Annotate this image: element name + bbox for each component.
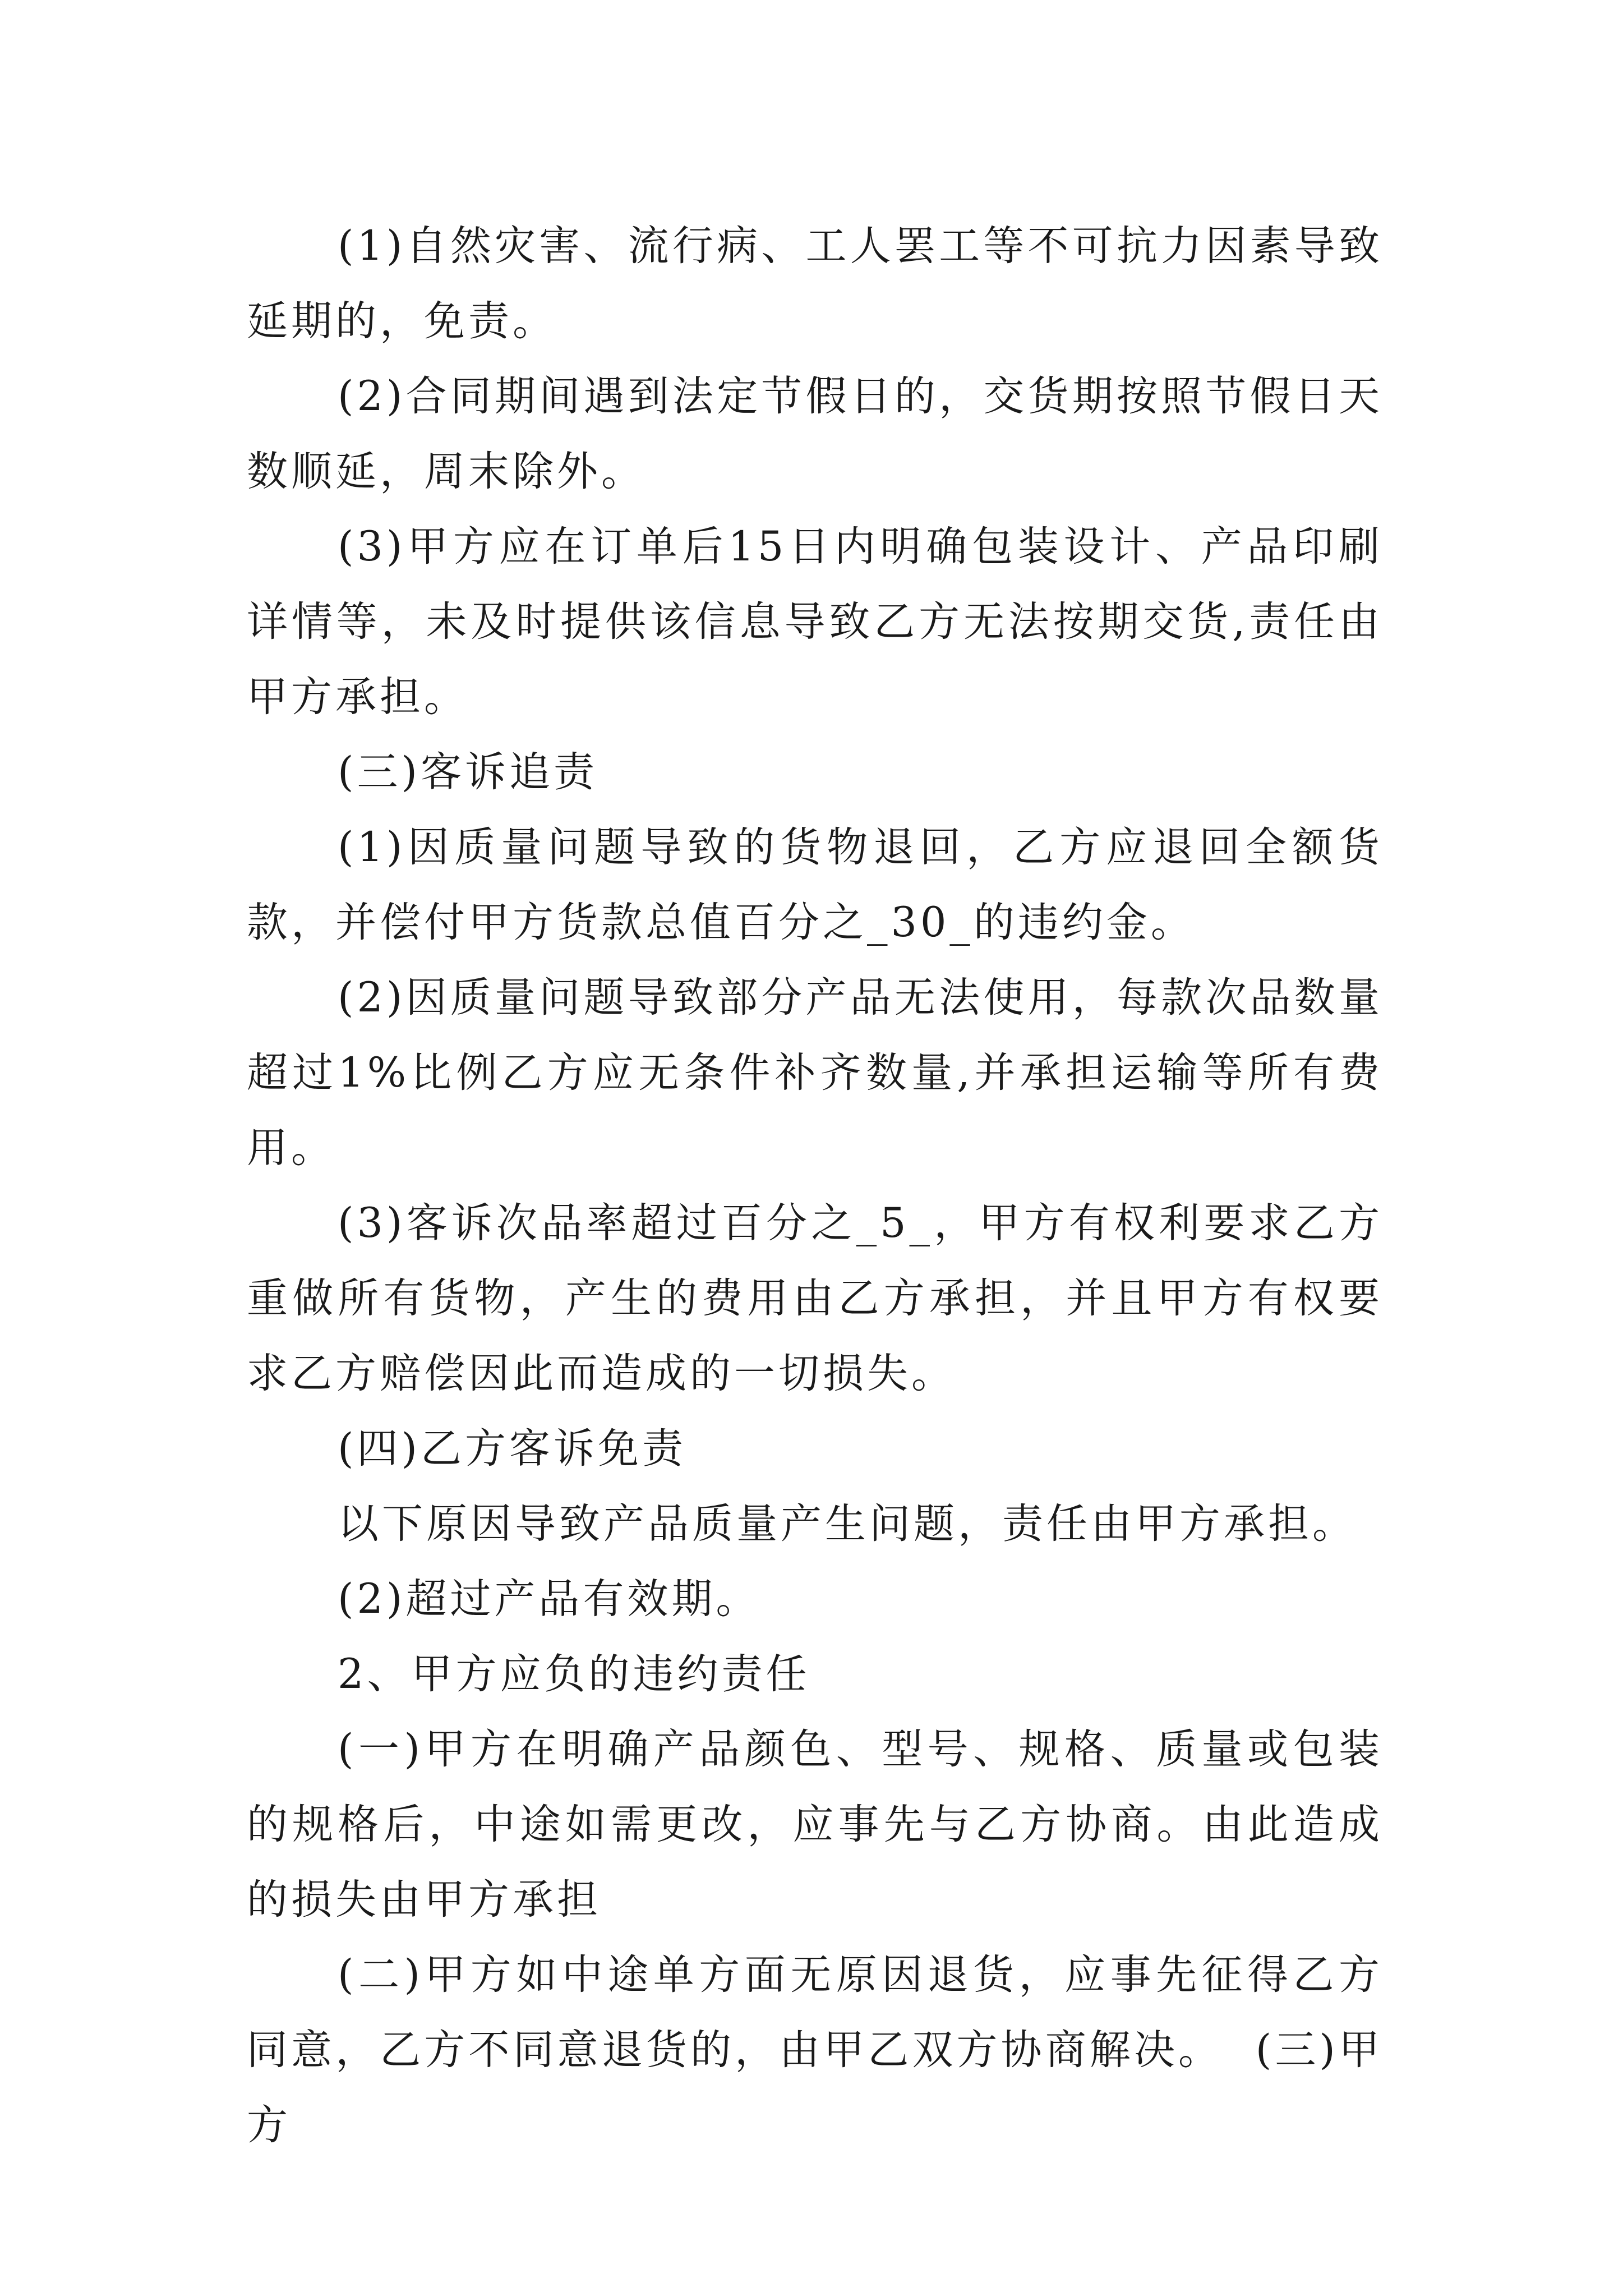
- section-heading-exemption: (四)乙方客诉免责: [338, 1425, 686, 1473]
- paragraph-goods-returned: (1)因质量问题导致的货物退回，乙方应退回全额货款，并偿付甲方货款总值百分之_30_的违约金。: [247, 823, 1383, 946]
- paragraph-force-majeure: (1)自然灾害、流行病、工人罢工等不可抗力因素导致延期的，免责。: [247, 222, 1383, 345]
- paragraph-exemption-intro: 以下原因导致产品质量产生问题，责任由甲方承担。: [338, 1500, 1357, 1548]
- document-body: [247, 209, 1383, 2163]
- paragraph-defect-rate-redo: (3)客诉次品率超过百分之_5_，甲方有权利要求乙方重做所有货物，产生的费用由乙方承担，并且甲方有权要求乙方赔偿因此而造成的一切损失。: [247, 1199, 1383, 1397]
- section-heading-party-a-liability: 2、甲方应负的违约责任: [338, 1650, 810, 1698]
- section-heading-complaint-liability: (三)客诉追责: [338, 748, 598, 796]
- paragraph-holiday-extension: (2)合同期间遇到法定节假日的，交货期按照节假日天数顺延，周末除外。: [247, 372, 1383, 495]
- paragraph-defect-replacement: (2)因质量问题导致部分产品无法使用，每款次品数量超过1%比例乙方应无条件补齐数量,并承担运输等所有费用。: [247, 974, 1383, 1172]
- paragraph-unilateral-return: (二)甲方如中途单方面无原因退货，应事先征得乙方同意，乙方不同意退货的，由甲乙双方协商解决。 (三)甲方: [247, 1951, 1383, 2149]
- paragraph-expiry: (2)超过产品有效期。: [338, 1575, 760, 1623]
- paragraph-packaging-details: (3)甲方应在订单后15日内明确包装设计、产品印刷详情等，未及时提供该信息导致乙方无法按期交货,责任由甲方承担。: [247, 523, 1383, 721]
- paragraph-spec-change: (一)甲方在明确产品颜色、型号、规格、质量或包装的规格后，中途如需更改，应事先与乙方协商。由此造成的损失由甲方承担: [247, 1726, 1383, 1924]
